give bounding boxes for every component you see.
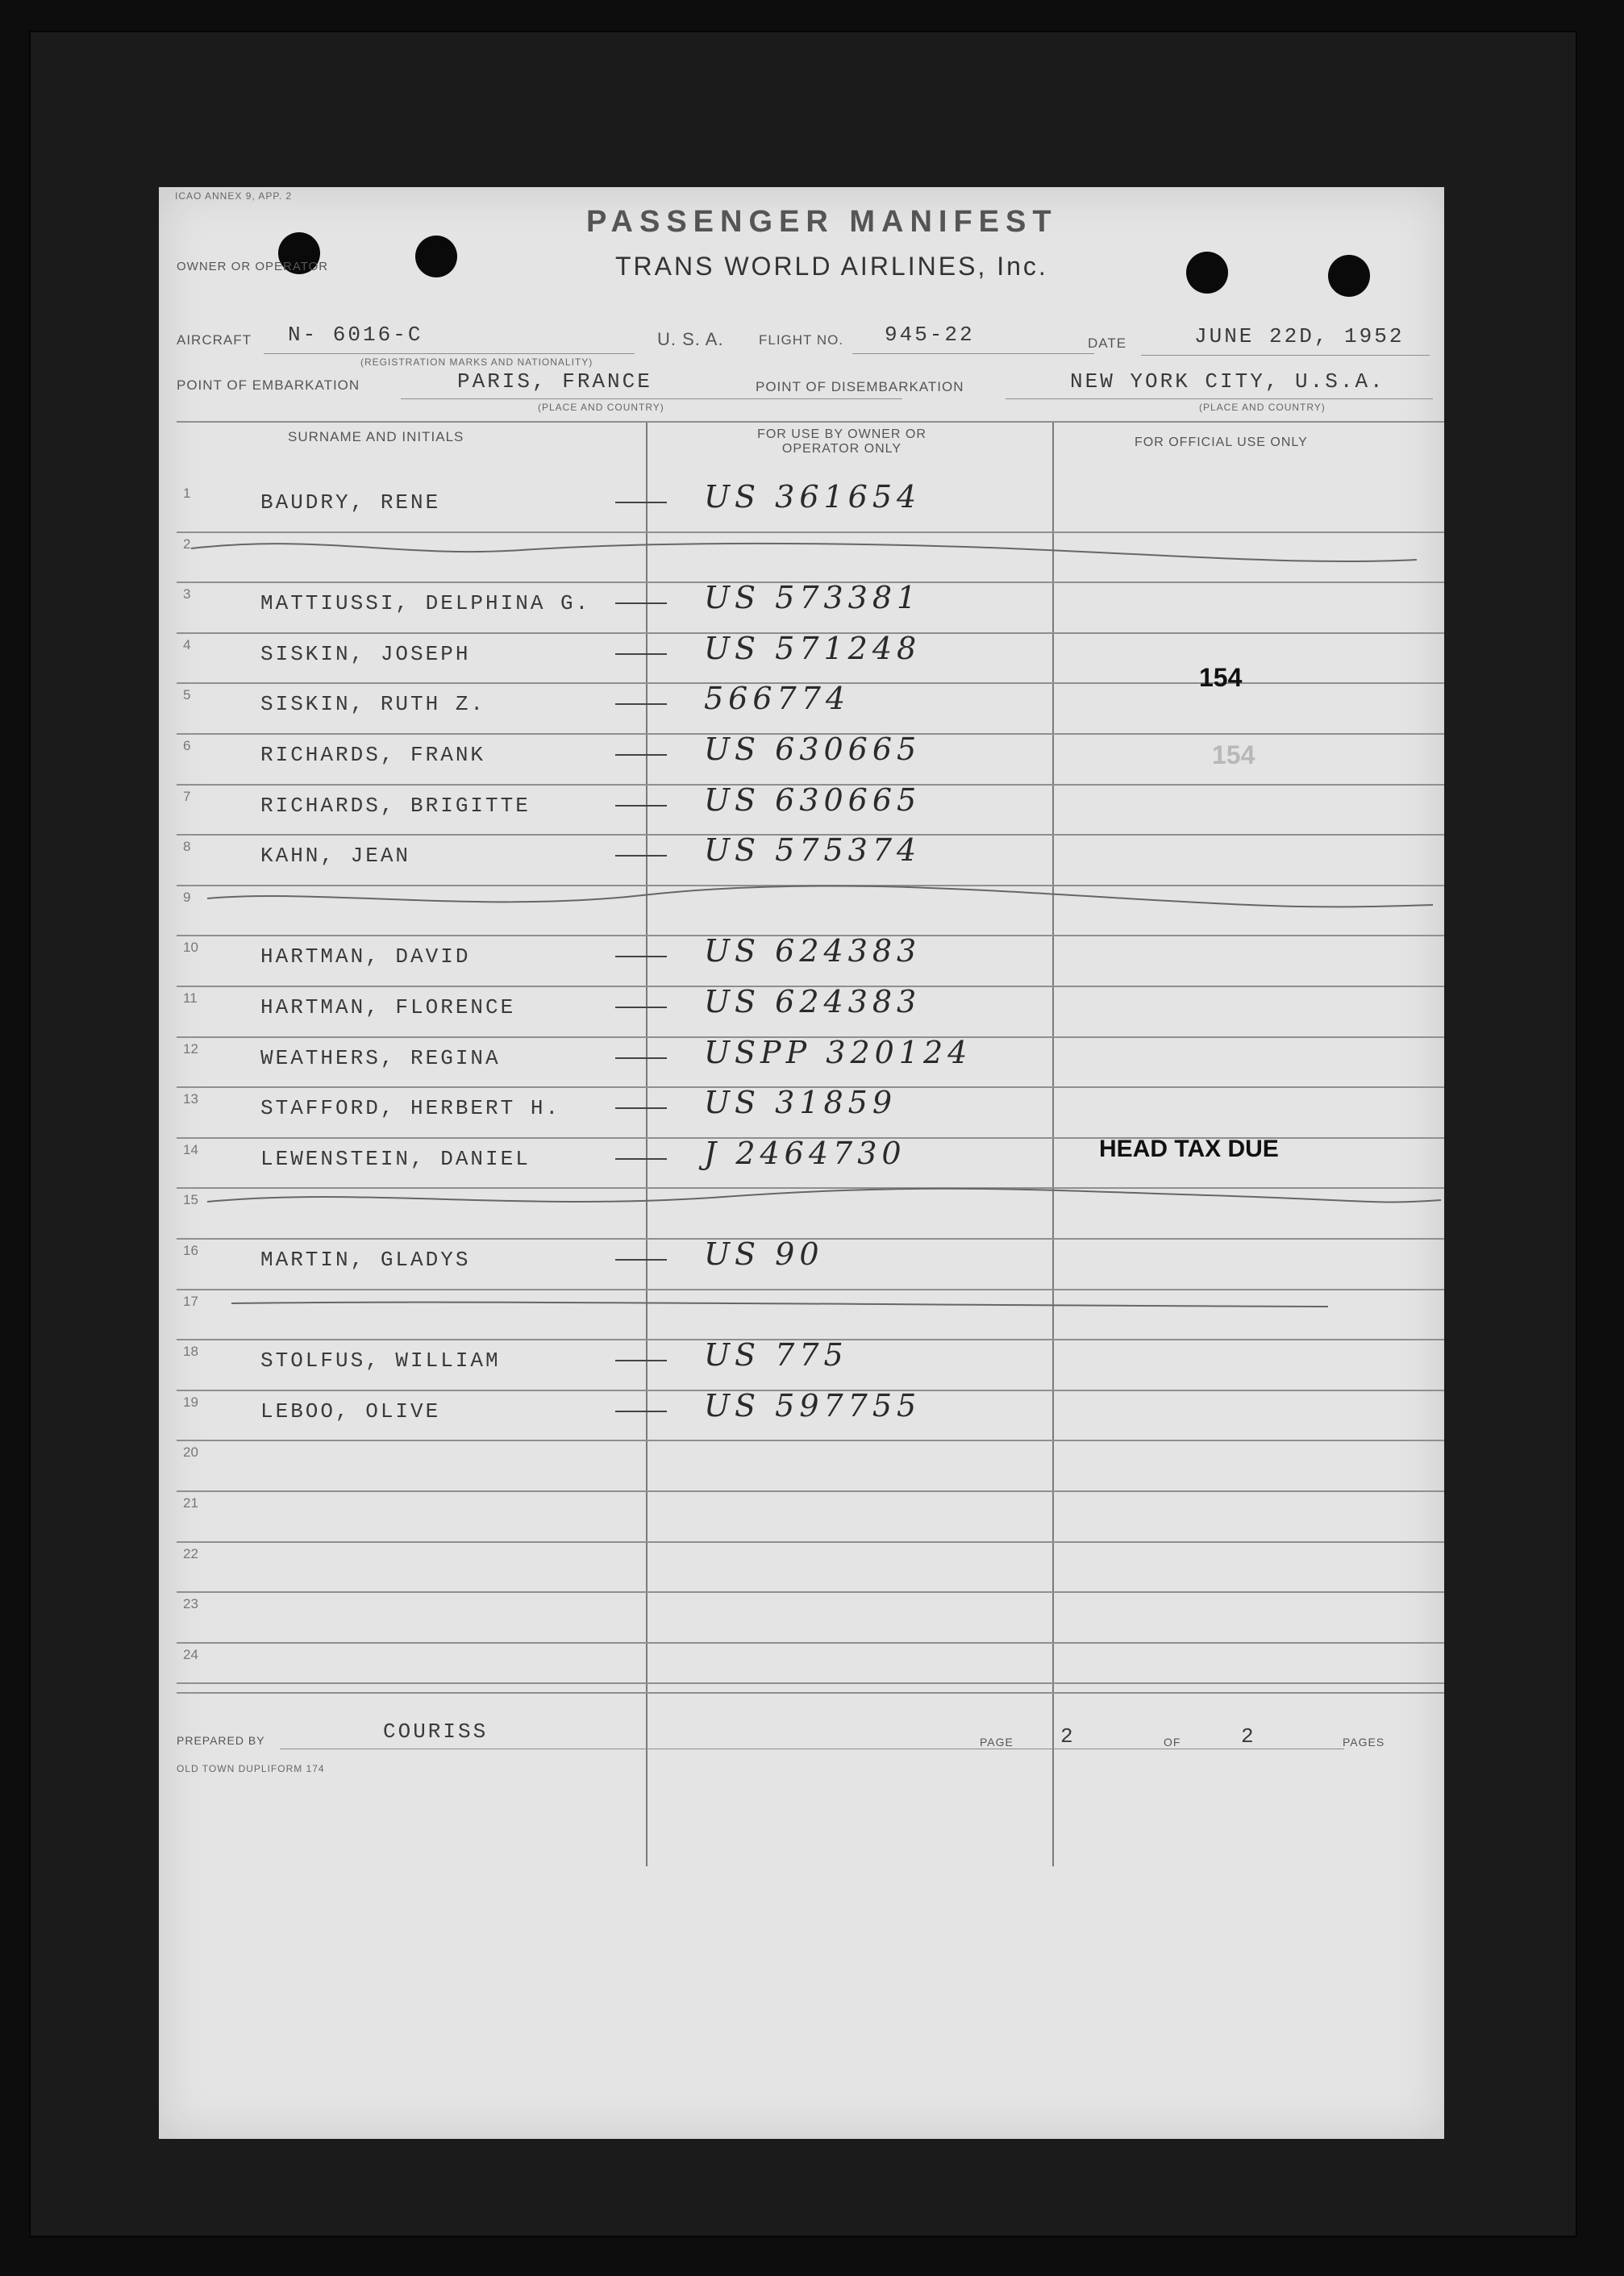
passenger-name: STAFFORD, HERBERT H. (260, 1096, 561, 1121)
row-number: 15 (183, 1192, 198, 1208)
corner-note: ICAO ANNEX 9, APP. 2 (175, 190, 293, 202)
passenger-name: SISKIN, JOSEPH (260, 641, 471, 666)
void-strike-row-2 (191, 544, 1417, 561)
row-number: 12 (183, 1040, 198, 1057)
owner-label: OWNER OR OPERATOR (177, 260, 329, 273)
row-number: 7 (183, 788, 191, 804)
row-number: 8 (183, 839, 191, 855)
passenger-name: RICHARDS, FRANK (260, 743, 486, 767)
passport-number: USPP 320124 (704, 1034, 972, 1070)
official-use-column-header: FOR OFFICIAL USE ONLY (1135, 436, 1308, 449)
embark-sublabel: (PLACE AND COUNTRY) (538, 402, 664, 413)
row-number: 20 (183, 1444, 198, 1461)
pages-value: 2 (1241, 1724, 1256, 1749)
row-number: 21 (183, 1495, 198, 1511)
of-label: OF (1164, 1736, 1181, 1749)
official-stamp-154-faint: 154 (1212, 740, 1255, 769)
passport-number: US 573381 (704, 580, 922, 616)
row-number: 19 (183, 1394, 198, 1410)
passenger-name: LEWENSTEIN, DANIEL (260, 1146, 531, 1171)
row-number: 13 (183, 1091, 198, 1107)
row-number: 1 (183, 486, 191, 501)
passenger-name: BAUDRY, RENE (260, 490, 441, 515)
owner-use-column-header: FOR USE BY OWNER OR OPERATOR ONLY (757, 427, 927, 456)
row-number: 17 (183, 1293, 198, 1309)
aircraft-sublabel: (REGISTRATION MARKS AND NATIONALITY) (360, 356, 593, 368)
passenger-name: MATTIUSSI, DELPHINA G. (260, 591, 591, 616)
table-bottom-rule (177, 1682, 1444, 1684)
passport-number: US 624383 (704, 984, 922, 1019)
passenger-name: SISKIN, RUTH Z. (260, 692, 486, 717)
row-number: 14 (183, 1141, 198, 1157)
disembark-value: NEW YORK CITY, U.S.A. (1070, 369, 1385, 394)
manifest-sheet (159, 187, 1444, 2139)
passenger-name: STOLFUS, WILLIAM (260, 1349, 501, 1374)
prepared-by-value: COURISS (383, 1720, 489, 1744)
void-strike-lines (159, 187, 1444, 1881)
passport-number: US 630665 (704, 732, 922, 767)
page-label: PAGE (980, 1736, 1014, 1749)
disembark-label: POINT OF DISEMBARKATION (756, 379, 964, 394)
row-number: 18 (183, 1344, 198, 1360)
date-label: DATE (1088, 336, 1127, 351)
flight-value: 945-22 (885, 323, 975, 347)
row-number: 10 (183, 940, 198, 956)
passport-number: 566774 (704, 681, 851, 717)
row-number: 6 (183, 738, 191, 753)
row-number: 24 (183, 1646, 198, 1662)
row-number: 23 (183, 1596, 198, 1612)
passenger-name: MARTIN, GLADYS (260, 1248, 471, 1272)
names-column-header: SURNAME AND INITIALS (288, 429, 464, 444)
row-number: 4 (183, 636, 191, 652)
row-number: 5 (183, 687, 191, 703)
aircraft-label: AIRCRAFT (177, 332, 252, 348)
passenger-name: HARTMAN, FLORENCE (260, 995, 516, 1019)
row-number: 2 (183, 536, 191, 552)
passport-number: US 361654 (704, 479, 922, 515)
official-stamp-154: 154 (1199, 663, 1243, 692)
passenger-name: WEATHERS, REGINA (260, 1045, 501, 1070)
prepared-by-label: PREPARED BY (177, 1734, 265, 1747)
aircraft-value: N- 6016-C (288, 323, 423, 347)
passport-number: US 775 (704, 1337, 848, 1374)
passport-number: US 31859 (704, 1085, 897, 1121)
passport-number: US 90 (704, 1236, 824, 1272)
page-value: 2 (1060, 1724, 1076, 1749)
embark-label: POINT OF EMBARKATION (177, 377, 360, 393)
void-strike-row-15 (207, 1189, 1441, 1203)
passenger-name: LEBOO, OLIVE (260, 1399, 441, 1424)
passport-number: US 597755 (704, 1387, 922, 1424)
row-number: 11 (183, 990, 198, 1006)
passenger-name: HARTMAN, DAVID (260, 944, 471, 969)
flight-label: FLIGHT NO. (759, 332, 844, 348)
passport-number: US 624383 (704, 933, 922, 969)
owner-value: TRANS WORLD AIRLINES, Inc. (615, 252, 1048, 281)
passport-number: US 575374 (704, 832, 922, 869)
row-number: 16 (183, 1243, 198, 1258)
void-strike-row-9 (207, 886, 1433, 907)
usa-label: U. S. A. (657, 329, 724, 349)
passenger-name: RICHARDS, BRIGITTE (260, 793, 531, 818)
passenger-name: KAHN, JEAN (260, 844, 411, 869)
passport-number: US 571248 (704, 630, 922, 666)
manifest-title: PASSENGER MANIFEST (586, 205, 1058, 239)
embark-value: PARIS, FRANCE (457, 369, 652, 394)
head-tax-due-stamp: HEAD TAX DUE (1099, 1136, 1279, 1162)
row-number: 9 (183, 889, 191, 905)
printer-imprint: OLD TOWN DUPLIFORM 174 (177, 1763, 325, 1774)
row-number: 22 (183, 1545, 198, 1561)
disembark-sublabel: (PLACE AND COUNTRY) (1199, 402, 1326, 413)
void-strike-row-17 (231, 1303, 1328, 1307)
passport-number: US 630665 (704, 782, 922, 818)
pages-label: PAGES (1343, 1736, 1385, 1749)
passport-number: J 2464730 (704, 1135, 906, 1171)
row-number: 3 (183, 586, 191, 602)
date-value: JUNE 22D, 1952 (1194, 324, 1405, 348)
